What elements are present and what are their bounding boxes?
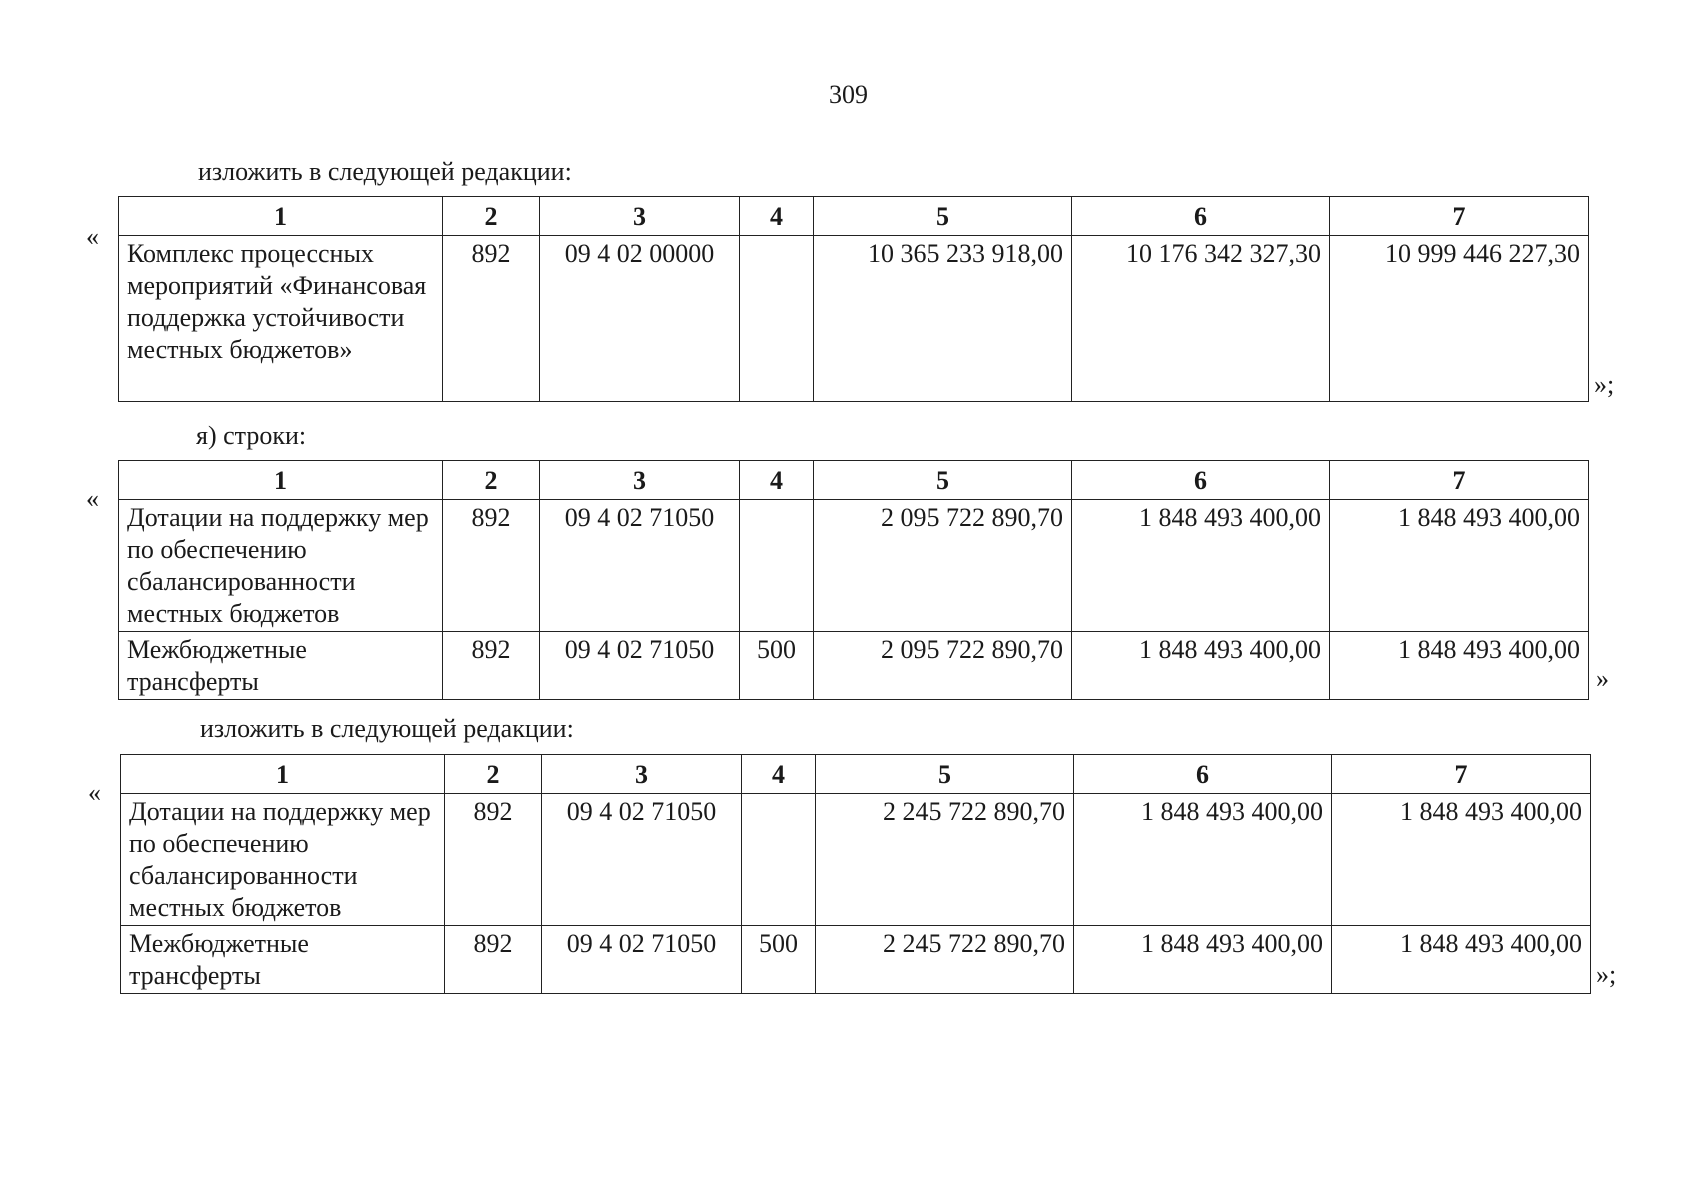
row-amount-6: 1 848 493 400,00 [1074, 926, 1332, 994]
header-col-2: 2 [443, 461, 540, 500]
close-quote-3: »; [1596, 960, 1617, 989]
row-code-2: 892 [445, 794, 542, 926]
header-col-5: 5 [814, 197, 1072, 236]
row-amount-7: 10 999 446 227,30 [1330, 236, 1589, 402]
header-row [119, 197, 1589, 236]
row-code-4: 500 [740, 632, 814, 700]
header-col-5: 5 [814, 461, 1072, 500]
row-code-3: 09 4 02 71050 [540, 500, 740, 632]
close-quote-1: »; [1594, 370, 1615, 399]
header-col-6: 6 [1072, 197, 1330, 236]
header-col-7: 7 [1330, 197, 1589, 236]
row-code-3: 09 4 02 71050 [542, 794, 742, 926]
row-code-2: 892 [443, 236, 540, 402]
header-col-3: 3 [542, 755, 742, 794]
row-amount-6: 1 848 493 400,00 [1074, 794, 1332, 926]
header-col-7: 7 [1332, 755, 1591, 794]
table-row [119, 500, 1589, 632]
row-amount-6: 1 848 493 400,00 [1072, 632, 1330, 700]
row-amount-6: 10 176 342 327,30 [1072, 236, 1330, 402]
row-code-2: 892 [445, 926, 542, 994]
row-code-2: 892 [443, 632, 540, 700]
header-row [121, 755, 1591, 794]
intro-text-3: изложить в следующей редакции: [200, 714, 574, 743]
row-amount-7: 1 848 493 400,00 [1332, 926, 1591, 994]
header-col-3: 3 [540, 461, 740, 500]
table-row [121, 794, 1591, 926]
table-row [121, 926, 1591, 994]
header-col-4: 4 [740, 461, 814, 500]
header-col-5: 5 [816, 755, 1074, 794]
header-col-1: 1 [119, 197, 443, 236]
open-quote-2: « [86, 484, 99, 513]
row-name: Межбюджетные трансферты [119, 632, 443, 700]
row-amount-5: 2 245 722 890,70 [816, 794, 1074, 926]
row-code-3: 09 4 02 00000 [540, 236, 740, 402]
open-quote-1: « [86, 222, 99, 251]
table-row [119, 236, 1589, 402]
intro-text-1: изложить в следующей редакции: [198, 157, 572, 186]
row-name: Комплекс процессных мероприятий «Финансовая поддержка устойчивости местных бюджетов» [119, 236, 443, 402]
page-number: 309 [829, 80, 868, 109]
row-code-4 [742, 794, 816, 926]
row-code-4: 500 [742, 926, 816, 994]
header-col-1: 1 [121, 755, 445, 794]
row-amount-7: 1 848 493 400,00 [1330, 632, 1589, 700]
intro-text-2: я) строки: [196, 421, 307, 450]
row-name: Дотации на поддержку мер по обеспечению сбалансированности местных бюджетов [121, 794, 445, 926]
header-col-2: 2 [443, 197, 540, 236]
row-code-3: 09 4 02 71050 [540, 632, 740, 700]
open-quote-3: « [88, 778, 101, 807]
header-col-7: 7 [1330, 461, 1589, 500]
row-code-4 [740, 500, 814, 632]
header-col-1: 1 [119, 461, 443, 500]
table-block-3 [120, 754, 1591, 994]
header-col-4: 4 [740, 197, 814, 236]
row-amount-5: 10 365 233 918,00 [814, 236, 1072, 402]
header-row [119, 461, 1589, 500]
row-code-4 [740, 236, 814, 402]
table-block-1 [118, 196, 1589, 402]
row-name: Дотации на поддержку мер по обеспечению сбалансированности местных бюджетов [119, 500, 443, 632]
row-amount-7: 1 848 493 400,00 [1330, 500, 1589, 632]
row-amount-5: 2 095 722 890,70 [814, 632, 1072, 700]
row-amount-6: 1 848 493 400,00 [1072, 500, 1330, 632]
table-row [119, 632, 1589, 700]
header-col-4: 4 [742, 755, 816, 794]
row-amount-7: 1 848 493 400,00 [1332, 794, 1591, 926]
row-code-3: 09 4 02 71050 [542, 926, 742, 994]
header-col-2: 2 [445, 755, 542, 794]
header-col-3: 3 [540, 197, 740, 236]
row-code-2: 892 [443, 500, 540, 632]
header-col-6: 6 [1072, 461, 1330, 500]
close-quote-2: » [1596, 664, 1609, 693]
row-amount-5: 2 095 722 890,70 [814, 500, 1072, 632]
header-col-6: 6 [1074, 755, 1332, 794]
row-name: Межбюджетные трансферты [121, 926, 445, 994]
table-block-2 [118, 460, 1589, 700]
row-amount-5: 2 245 722 890,70 [816, 926, 1074, 994]
